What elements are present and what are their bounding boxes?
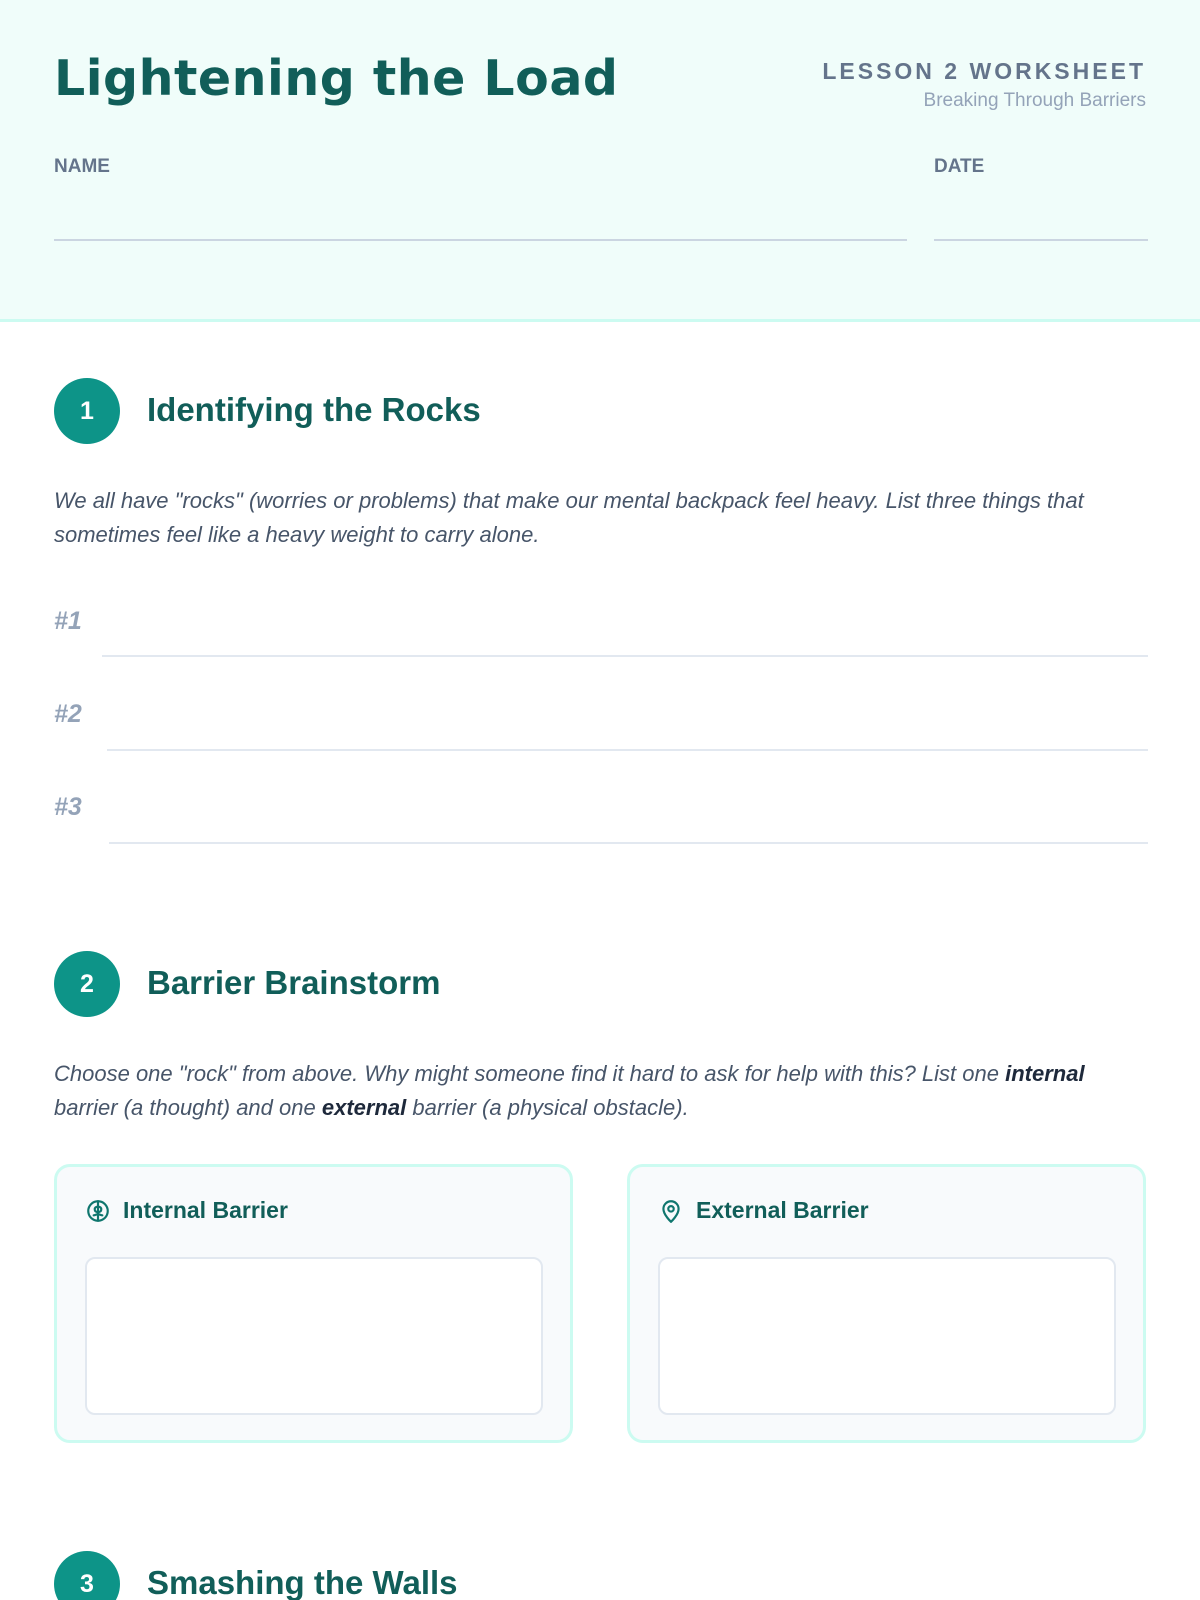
rock-1-label: #1 — [54, 607, 82, 635]
page-title: Lightening the Load — [54, 50, 619, 107]
instructions-text: Choose one "rock" from above. Why might someone find it hard to ask for help with this? List one — [54, 1061, 1006, 1086]
date-field[interactable] — [934, 239, 1148, 241]
worksheet-header — [0, 0, 1200, 322]
section-1-number: 1 — [54, 378, 120, 444]
internal-barrier-title: Internal Barrier — [123, 1197, 288, 1223]
internal-emphasis: internal — [1005, 1061, 1085, 1086]
external-barrier-header — [658, 1197, 869, 1224]
brain-icon — [85, 1198, 111, 1224]
internal-barrier-card — [54, 1164, 573, 1443]
internal-barrier-header — [85, 1197, 288, 1224]
rock-2-field[interactable] — [107, 749, 1148, 751]
name-field[interactable] — [54, 239, 907, 241]
date-label: DATE — [934, 156, 985, 177]
lesson-label: LESSON 2 WORKSHEET — [822, 58, 1146, 84]
section-2-title: Barrier Brainstorm — [147, 964, 441, 1001]
section-2-number: 2 — [54, 951, 120, 1017]
rock-3-field[interactable] — [109, 842, 1148, 844]
external-barrier-card — [627, 1164, 1146, 1443]
external-emphasis: external — [321, 1095, 407, 1120]
map-pin-icon — [658, 1198, 684, 1224]
external-barrier-title: External Barrier — [696, 1197, 869, 1223]
rock-1-field[interactable] — [102, 655, 1148, 657]
name-label: NAME — [54, 156, 110, 177]
section-3-title: Smashing the Walls — [147, 1564, 458, 1600]
external-barrier-input[interactable] — [658, 1257, 1116, 1415]
section-2-instructions — [54, 1057, 1154, 1125]
section-1-instructions: We all have "rocks" (worries or problems) that make our mental backpack feel heavy. List three things that sometimes feel like a heavy weight to carry alone. — [54, 488, 1084, 547]
rock-2-label: #2 — [54, 700, 82, 728]
internal-barrier-input[interactable] — [85, 1257, 543, 1415]
instructions-text: barrier (a physical obstacle). — [406, 1095, 689, 1120]
instructions-text: barrier (a thought) and one — [54, 1095, 322, 1120]
section-3-number: 3 — [54, 1551, 120, 1600]
lesson-subtitle: Breaking Through Barriers — [923, 90, 1146, 111]
rock-3-label: #3 — [54, 793, 82, 821]
section-1-title: Identifying the Rocks — [147, 391, 481, 428]
